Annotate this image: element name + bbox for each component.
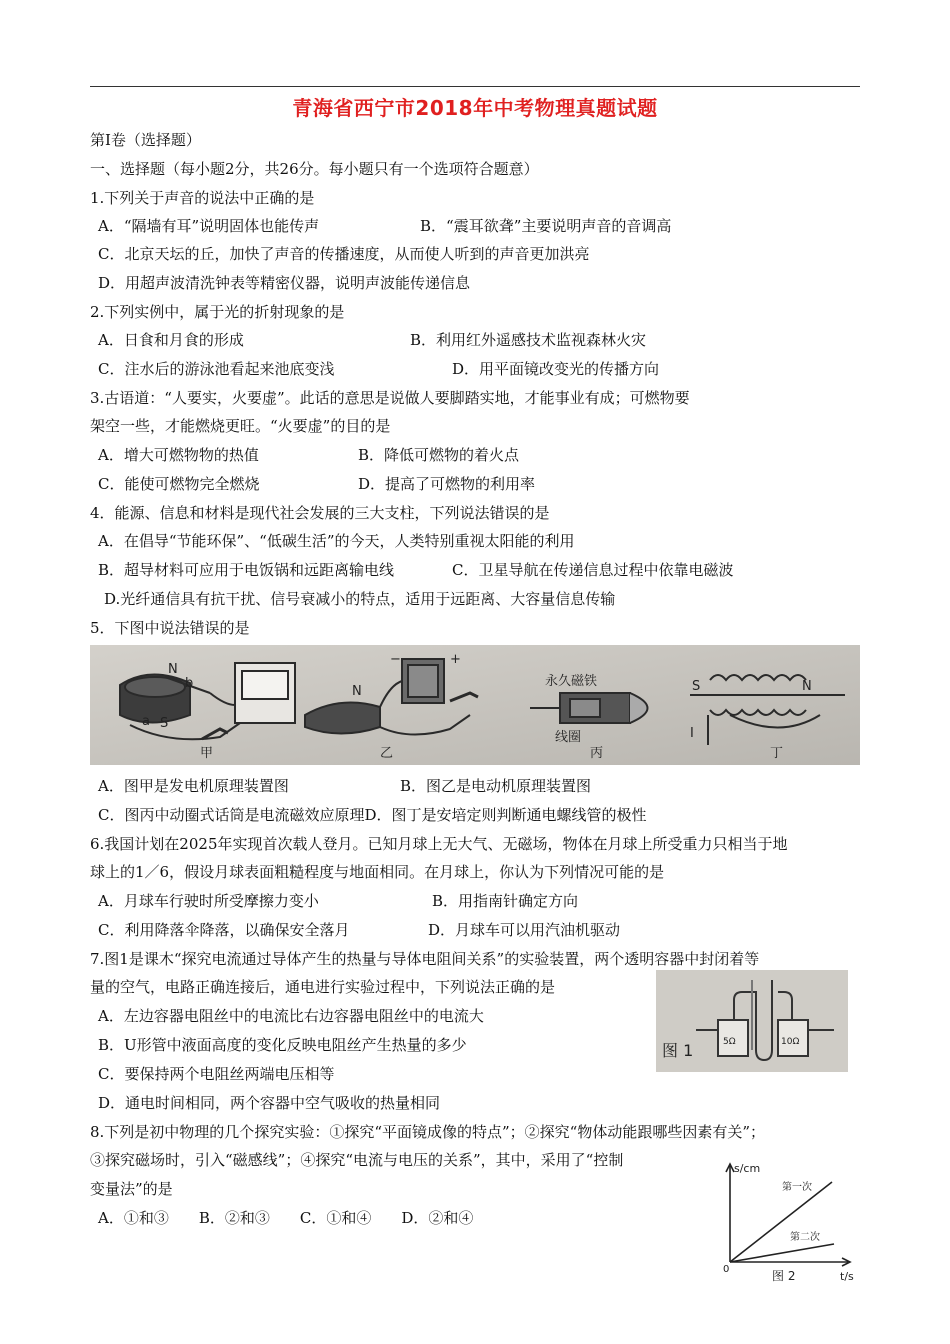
- question-3-option-a: A．增大可燃物物的热值: [98, 446, 259, 464]
- question-5-figure: [90, 645, 860, 765]
- question-3-stem-line1: 3.古语道：“人要实，火要虚”。此话的意思是说做人要脚踏实地，才能事业有成；可燃物要: [90, 389, 690, 407]
- part-heading: 第Ⅰ卷（选择题）: [90, 131, 201, 149]
- figure-bing-coil-label: 线圈: [555, 730, 582, 745]
- question-7-figure: [656, 970, 848, 1072]
- question-7-stem-line2: 量的空气，电路正确连接后，通电进行实验过程中，下列说法正确的是: [90, 978, 556, 996]
- question-7-option-a: A．左边容器电阻丝中的电流比右边容器电阻丝中的电流大: [98, 1007, 484, 1025]
- graph-line-first-label: 第一次: [782, 1182, 812, 1193]
- question-2-option-d: D．用平面镜改变光的传播方向: [452, 360, 660, 378]
- figure-yi-n-label: N: [352, 684, 362, 699]
- graph-line-second: [730, 1244, 834, 1262]
- question-2-option-a: A．日食和月食的形成: [98, 331, 244, 349]
- question-3-stem-line2: 架空一些，才能燃烧更旺。“火要虚”的目的是: [90, 417, 391, 435]
- question-1-option-d: D．用超声波清洗钟表等精密仪器，说明声波能传递信息: [98, 274, 471, 292]
- question-3-option-b: B．降低可燃物的着火点: [358, 446, 520, 464]
- figure-bing-magnet-label: 永久磁铁: [545, 674, 598, 689]
- question-4-option-b: B．超导材料可应用于电饭锅和远距离输电线: [98, 561, 395, 579]
- question-2-option-b: B．利用红外遥感技术监视森林火灾: [410, 331, 647, 349]
- figure-yi-caption: 乙: [380, 746, 394, 761]
- question-5-option-a: A．图甲是发电机原理装置图: [98, 777, 289, 795]
- question-7-stem-line1: 7.图1是课木“探究电流通过导体产生的热量与导体电阻间关系”的实验装置，两个透明容器中封闭着等: [90, 950, 760, 968]
- figure-jia-caption: 甲: [200, 746, 214, 761]
- question-4-option-d: D.光纤通信具有抗干扰、信号衰减小的特点，适用于远距离、大容量信息传输: [104, 590, 616, 608]
- figure-1-caption: 图 1: [662, 1041, 694, 1060]
- question-5-stem: 5．下图中说法错误的是: [90, 619, 250, 637]
- question-5-option-b: B．图乙是电动机原理装置图: [400, 777, 592, 795]
- question-4-option-a: A．在倡导“节能环保”、“低碳生活”的今天，人类特别重视太阳能的利用: [98, 532, 575, 550]
- figure-jia-b-label: b: [185, 676, 194, 691]
- question-8-options: A．①和③ B．②和③ C．①和④ D．②和④: [98, 1209, 474, 1227]
- figure-yi-plus-label: +: [450, 652, 461, 667]
- figure-jia-n-label: N: [168, 662, 178, 677]
- question-8-stem-line2: ③探究磁场时，引入“磁感线”；④探究“电流与电压的关系”，其中，采用了“控制: [90, 1151, 624, 1169]
- figure-jia-s-label: S: [160, 716, 169, 731]
- question-5-option-cd: C．图丙中动圈式话筒是电流磁效应原理D．图丁是安培定则判断通电螺线管的极性: [98, 806, 647, 824]
- graph-line-second-label: 第二次: [790, 1232, 820, 1243]
- figure-2-caption: 图 2: [772, 1269, 796, 1283]
- figure-yi-minus-label: −: [390, 652, 401, 667]
- figure-1-left-resistor-label: 5Ω: [723, 1037, 736, 1047]
- question-1-stem: 1.下列关于声音的说法中正确的是: [90, 189, 315, 207]
- figure-bing-caption: 丙: [590, 746, 604, 761]
- question-1-option-b: B．“震耳欲聋”主要说明声音的音调高: [420, 217, 672, 235]
- question-4-option-c: C．卫星导航在传递信息过程中依靠电磁波: [452, 561, 734, 579]
- question-2-stem: 2.下列实例中，属于光的折射现象的是: [90, 303, 345, 321]
- section-heading: 一、选择题（每小题2分，共26分。每小题只有一个选项符合题意）: [90, 160, 539, 178]
- question-7-option-b: B．U形管中液面高度的变化反映电阻丝产生热量的多少: [98, 1036, 467, 1054]
- question-8-stem-line3: 变量法”的是: [90, 1180, 173, 1198]
- question-8-stem-line1: 8.下列是初中物理的几个探究实验：①探究“平面镜成像的特点”；②探究“物体动能跟哪些因素有关”；: [90, 1123, 765, 1141]
- graph-x-axis-label: t/s: [840, 1270, 854, 1283]
- figure-1-right-resistor-label: 10Ω: [781, 1037, 800, 1047]
- question-6-stem-line2: 球上的1／6，假设月球表面粗糙程度与地面相同。在月球上，你认为下列情况可能的是: [90, 863, 665, 881]
- question-2-option-c: C．注水后的游泳池看起来池底变浅: [98, 360, 335, 378]
- graph-y-axis-label: s/cm: [734, 1162, 761, 1175]
- question-3-option-c: C．能使可燃物完全燃烧: [98, 475, 260, 493]
- question-1-option-c: C．北京天坛的丘，加快了声音的传播速度，从而使人听到的声音更加洪亮: [98, 245, 590, 263]
- question-6-stem-line1: 6.我国计划在2025年实现首次载人登月。已知月球上无大气、无磁场，物体在月球上所受重力只相当于地: [90, 835, 788, 853]
- question-7-option-d: D．通电时间相同，两个容器中空气吸收的热量相同: [98, 1094, 441, 1112]
- header-rule: [90, 86, 860, 87]
- figure-jia-a-label: a: [142, 714, 150, 729]
- figure-ding-caption: 丁: [770, 746, 784, 761]
- question-6-option-b: B．用指南针确定方向: [432, 892, 579, 910]
- question-4-stem: 4．能源、信息和材料是现代社会发展的三大支柱，下列说法错误的是: [90, 504, 550, 522]
- u-tube-apparatus-figure: [656, 970, 848, 1072]
- figure-ding-s-label: S: [692, 679, 701, 694]
- figure-ding-current-label: I: [690, 726, 694, 741]
- distance-time-graph: [722, 1160, 862, 1286]
- electromagnetism-apparatus-figure: [90, 645, 860, 765]
- question-3-option-d: D．提高了可燃物的利用率: [358, 475, 536, 493]
- question-6-option-d: D．月球车可以用汽油机驱动: [428, 921, 621, 939]
- page-title: 青海省西宁市2018年中考物理真题试题: [292, 96, 658, 120]
- question-8-figure: [722, 1160, 862, 1286]
- question-6-option-a: A．月球车行驶时所受摩擦力变小: [98, 892, 319, 910]
- question-1-option-a: A．“隔墙有耳”说明固体也能传声: [98, 217, 320, 235]
- question-7-option-c: C．要保持两个电阻丝两端电压相等: [98, 1065, 335, 1083]
- graph-line-first: [730, 1182, 832, 1262]
- figure-ding-n-label: N: [802, 679, 812, 694]
- question-6-option-c: C．利用降落伞降落，以确保安全落月: [98, 921, 350, 939]
- graph-origin-label: 0: [723, 1264, 730, 1275]
